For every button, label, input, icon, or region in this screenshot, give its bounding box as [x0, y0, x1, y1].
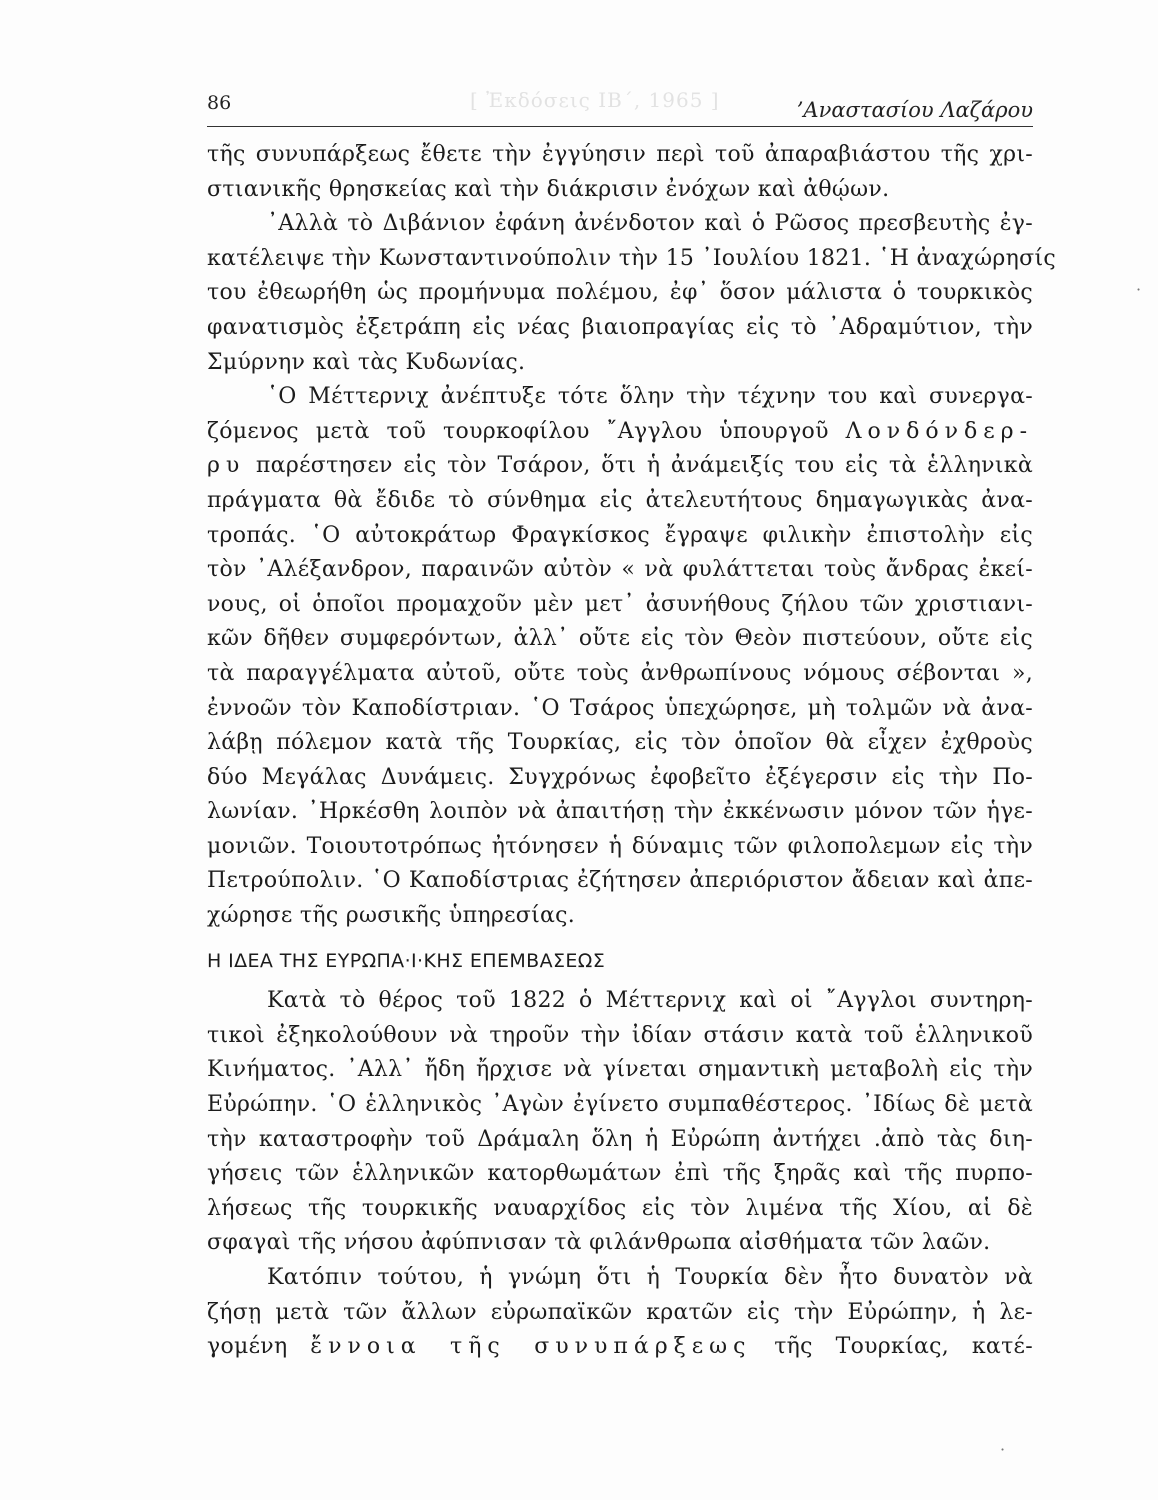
page-number: 86 [207, 92, 232, 114]
paragraph-5 [207, 1261, 1033, 1365]
margin-mark: · [1136, 280, 1142, 299]
text-line: τὴν καταστροφὴν τοῦ Δράμαλη ὅλη ἡ Εὐρώπη ἀντήχει .ἀπὸ τὰς διη- [207, 1126, 1033, 1152]
text-line: τὰ παραγγέλματα αὐτοῦ, οὔτε τοὺς ἀνθρωπίνους νόμους σέβονται », [207, 660, 1033, 686]
body-text [207, 138, 1056, 1365]
text-line: πράγματα θὰ ἔδιδε τὸ σύνθημα εἰς ἀτελευτήτους δημαγωγικὰς ἀνα- [207, 487, 1033, 513]
paragraph-4 [207, 984, 1033, 1261]
header-rule [207, 126, 1033, 127]
text-line: τὸν ᾿Αλέξανδρον, παραινῶν αὐτὸν « νὰ φυλάττεται τοὺς ἄνδρας ἐκεί- [207, 557, 1033, 583]
spaced-name: Λονδόνδερ- [845, 418, 1034, 444]
text-line: λωνίαν. ᾿Ηρκέσθη λοιπὸν νὰ ἀπαιτήσῃ τὴν ἐκκένωσιν μόνον τῶν ἡγε- [207, 799, 1033, 825]
text-line: ῾Ο Μέττερνιχ ἀνέπτυξε τότε ὅλην τὴν τέχνην του καὶ συνεργα- [267, 384, 1033, 410]
text-line: Κατόπιν τούτου, ἡ γνώμη ὅτι ἡ Τουρκία δὲν ἦτο δυνατὸν νὰ [267, 1265, 1033, 1290]
page-header [207, 92, 1033, 124]
text-line: κατέλειψε τὴν Κωνσταντινούπολιν τὴν 15 ᾿Ιουλίου 1821. ῾Η ἀναχώρησίς [207, 245, 1056, 271]
margin-mark: · [1000, 1440, 1006, 1459]
text-line: Σμύρνην καὶ τὰς Κυδωνίας. [207, 349, 526, 375]
text-line [207, 415, 1033, 450]
text-line: χώρησε τῆς ρωσικῆς ὑπηρεσίας. [207, 903, 576, 929]
text-line [207, 1330, 1033, 1365]
section-heading: Η ΙΔΕΑ ΤΗΣ ΕΥΡΩΠΑ·Ι·ΚΗΣ ΕΠΕΜΒΑΣΕΩΣ [207, 949, 606, 972]
text-line: λάβῃ πόλεμον κατὰ τῆς Τουρκίας, εἰς τὸν ὁποῖον θὰ εἶχεν ἐχθροὺς [207, 730, 1033, 756]
text-span: τῆς Τουρκίας, κατέ- [751, 1334, 1033, 1360]
text-line: Πετρούπολιν. ῾Ο Καποδίστριας ἐζήτησεν ἀπεριόριστον ἄδειαν καὶ ἀπε- [207, 868, 1033, 894]
bleed-through-text: [ Ἐκδόσεις ΙΒ´, 1965 ] [470, 88, 720, 112]
paragraph-2 [207, 207, 1056, 380]
spaced-term: ἔννοια τῆς συνυπάρξεως [310, 1334, 752, 1360]
text-line: Κινήματος. ᾿Αλλ᾿ ἤδη ἤρχισε νὰ γίνεται σημαντικὴ μεταβολὴ εἰς τὴν [207, 1057, 1033, 1083]
text-span: παρέστησεν εἰς τὸν Τσάρον, ὅτι ἡ ἀνάμειξίς του εἰς τὰ ἑλληνικὰ [245, 453, 1033, 479]
text-line: μονιῶν. Τοιουτοτρόπως ἠτόνησεν ἡ δύναμις τῶν φιλοπολεμων εἰς τὴν [207, 833, 1033, 859]
text-line: κῶν δῆθεν συμφερόντων, ἀλλ᾿ οὔτε εἰς τὸν Θεὸν πιστεύουν, οὔτε εἰς [207, 626, 1033, 652]
text-line: σφαγαὶ τῆς νήσου ἀφύπνισαν τὰ φιλάνθρωπα αἰσθήματα τῶν λαῶν. [207, 1230, 991, 1256]
text-line: τικοὶ ἐξηκολούθουν νὰ τηροῦν τὴν ἰδίαν στάσιν κατὰ τοῦ ἑλληνικοῦ [207, 1022, 1033, 1048]
text-line: ἐννοῶν τὸν Καποδίστριαν. ῾Ο Τσάρος ὑπεχώρησε, μὴ τολμῶν νὰ ἀνα- [207, 695, 1033, 721]
text-line: ζήσῃ μετὰ τῶν ἄλλων εὐρωπαϊκῶν κρατῶν εἰς τὴν Εὐρώπην, ἡ λε- [207, 1299, 1033, 1325]
text-line: τῆς συνυπάρξεως ἔθετε τὴν ἐγγύησιν περὶ τοῦ ἀπαραβιάστου τῆς χρι- [207, 142, 1033, 167]
text-line: νους, οἱ ὁποῖοι προμαχοῦν μὲν μετ᾿ ἀσυνήθους ζήλου τῶν χριστιανι- [207, 591, 1033, 617]
text-line [207, 449, 1033, 484]
running-title: ’Αναστασίου Λαζάρου [796, 98, 1033, 122]
text-span: γομένη [207, 1334, 311, 1360]
text-line: του ἐθεωρήθη ὡς προμήνυμα πολέμου, ἐφ᾿ ὅσον μάλιστα ὁ τουρκικὸς [207, 280, 1033, 306]
text-line: δύο Μεγάλας Δυνάμεις. Συγχρόνως ἐφοβεῖτο ἐξέγερσιν εἰς τὴν Πο- [207, 764, 1033, 790]
text-line: τροπάς. ῾Ο αὐτοκράτωρ Φραγκίσκος ἔγραψε φιλικὴν ἐπιστολὴν εἰς [207, 522, 1033, 548]
text-line: λήσεως τῆς τουρκικῆς ναυαρχίδος εἰς τὸν λιμένα τῆς Χίου, αἱ δὲ [207, 1195, 1033, 1221]
paragraph-3 [207, 380, 1033, 934]
text-line: Εὐρώπην. ῾Ο ἑλληνικὸς ᾿Αγὼν ἐγίνετο συμπαθέστερος. ᾿Ιδίως δὲ μετὰ [207, 1092, 1033, 1118]
text-line: Κατὰ τὸ θέρος τοῦ 1822 ὁ Μέττερνιχ καὶ οἱ ῎Αγγλοι συντηρη- [267, 988, 1033, 1014]
spaced-name: ρυ [207, 453, 246, 479]
text-line: ᾿Αλλὰ τὸ Διβάνιον ἐφάνη ἀνένδοτον καὶ ὁ Ρῶσος πρεσβευτὴς ἐγ- [267, 211, 1033, 237]
text-line: γήσεις τῶν ἑλληνικῶν κατορθωμάτων ἐπὶ τῆς ξηρᾶς καὶ τῆς πυρπο- [207, 1161, 1033, 1187]
paragraph-1 [207, 138, 1033, 207]
text-line: φανατισμὸς ἐξετράπη εἰς νέας βιαιοπραγίας εἰς τὸ ᾿Αδραμύτιον, τὴν [207, 314, 1033, 340]
text-span: ζόμενος μετὰ τοῦ τουρκοφίλου ῎Αγγλου ὑπουργοῦ [207, 418, 829, 444]
text-line: στιανικῆς θρησκείας καὶ τὴν διάκρισιν ἐνόχων καὶ ἀθῴων. [207, 176, 890, 202]
